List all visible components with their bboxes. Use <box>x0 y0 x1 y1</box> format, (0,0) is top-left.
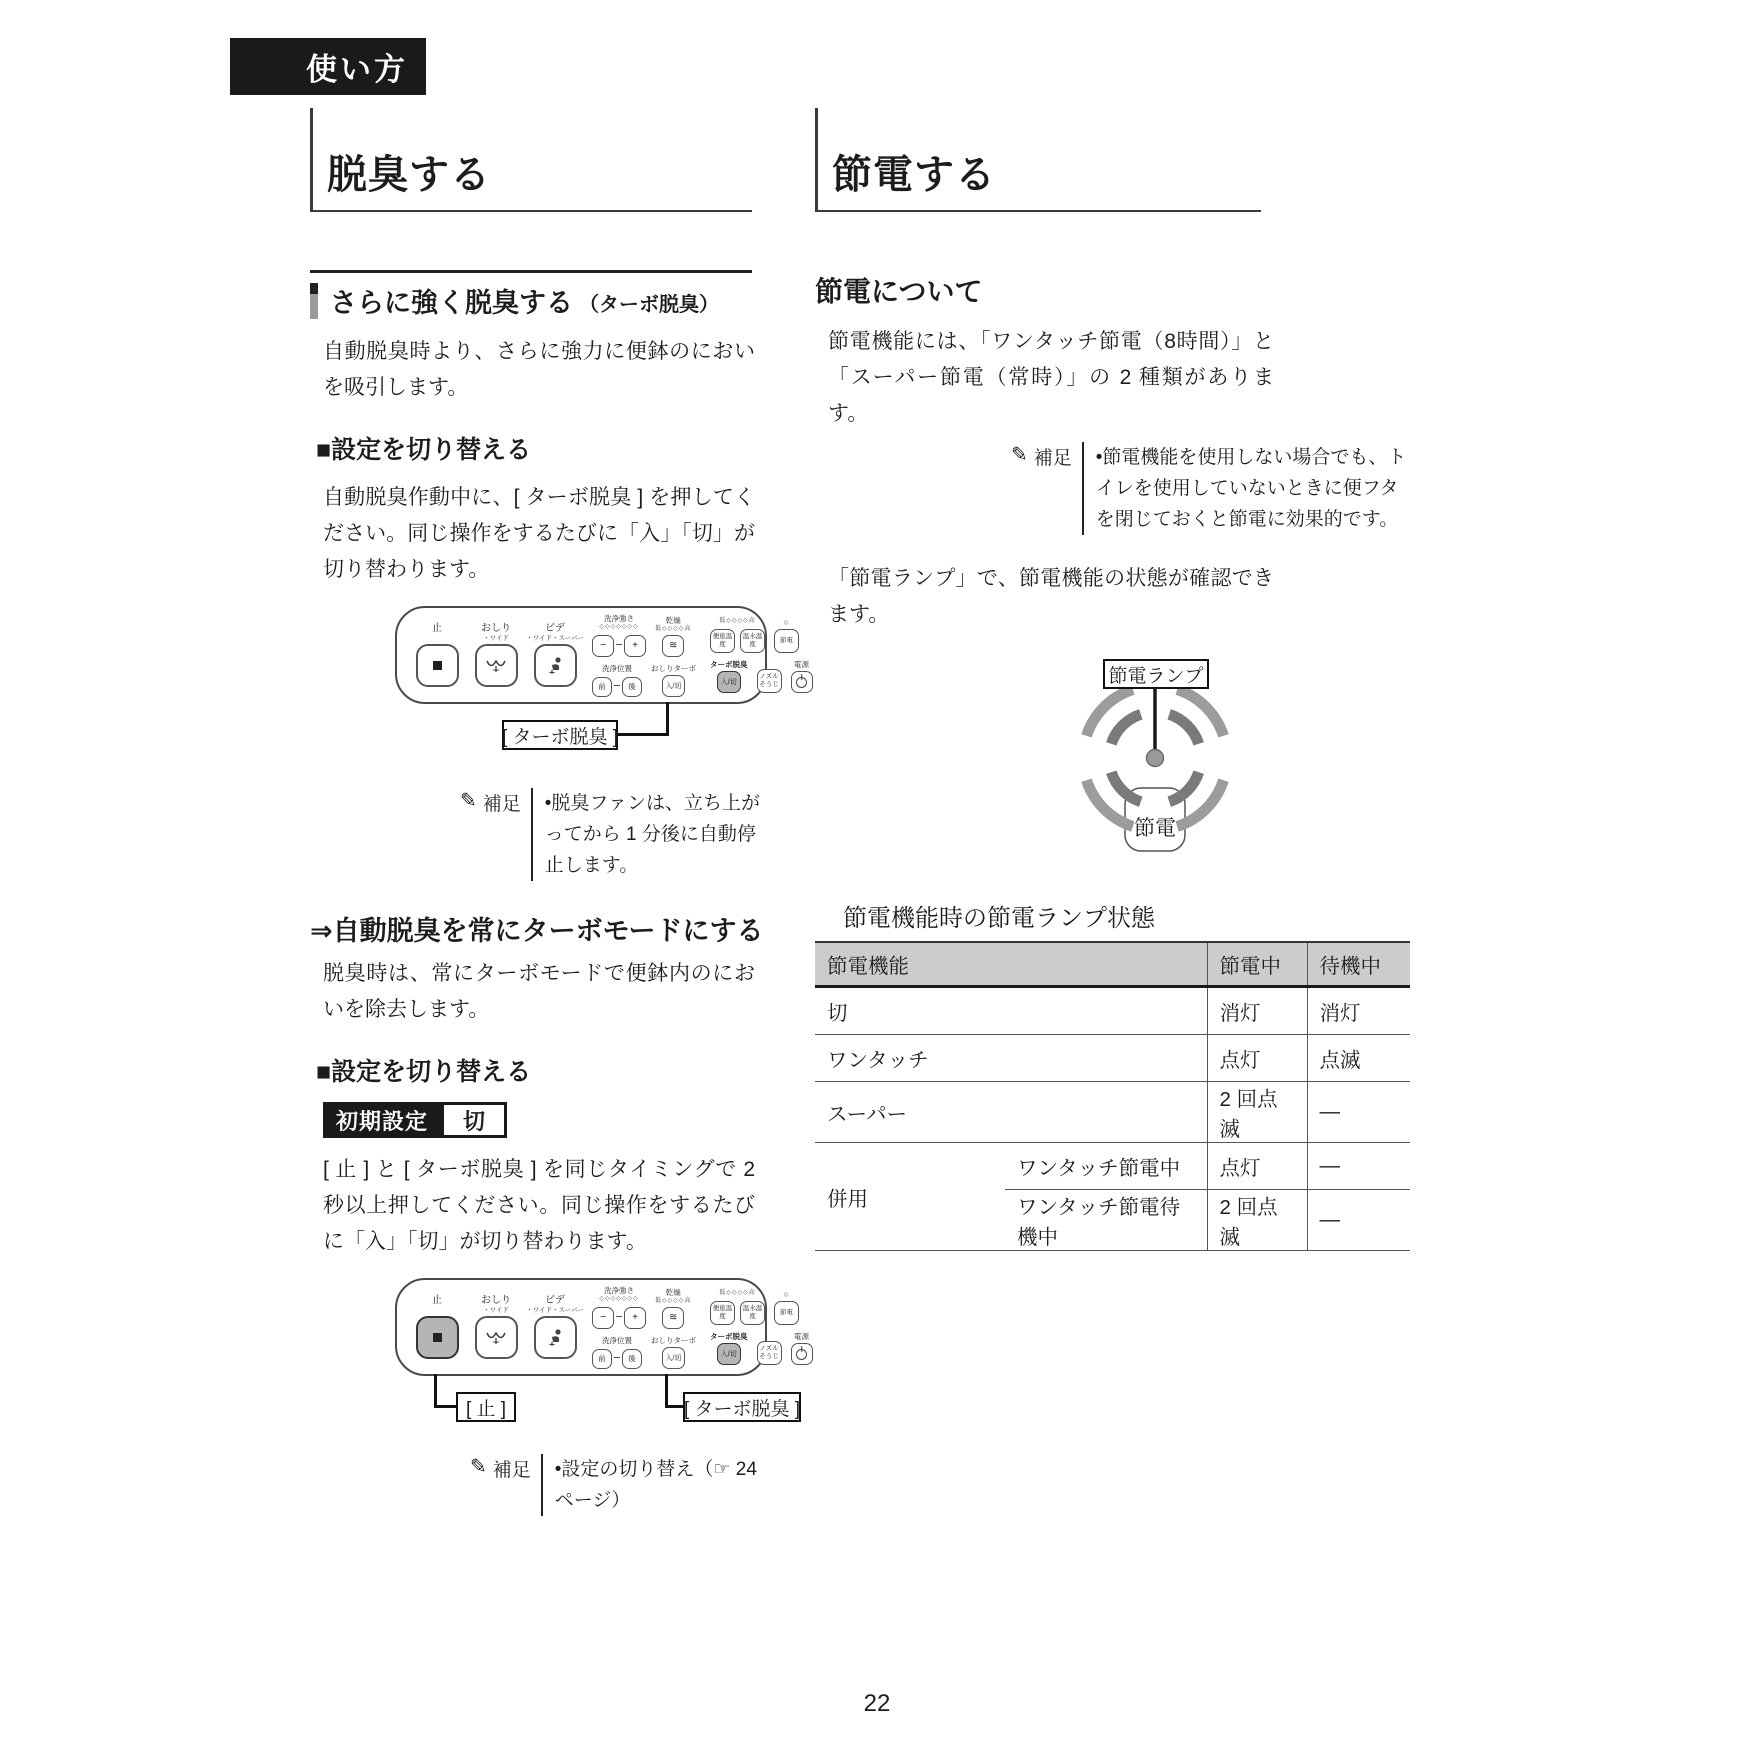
seat-temp-button: 便座温度 <box>710 629 735 653</box>
section-tab-label: 使い方 <box>306 52 408 87</box>
wash-strength-minus-button: − <box>592 635 614 657</box>
default-setting-label: 初期設定 <box>323 1102 441 1138</box>
oshiri-turbo-button: 入/切 <box>662 1347 686 1369</box>
table-row: 切 消灯 消灯 <box>815 987 1410 1035</box>
page-number: 22 <box>863 1690 891 1717</box>
section-tab <box>230 38 426 95</box>
bide-button <box>534 644 577 687</box>
stop-icon <box>433 1333 442 1342</box>
callout-line <box>434 1374 437 1408</box>
about-powersave-heading: 節電について <box>815 276 983 307</box>
save-power-button: 節電 <box>774 629 799 653</box>
section2-heading: ⇒自動脱臭を常にターボモードにする <box>310 916 764 946</box>
dry-fan-icon: ≋ <box>669 1312 678 1323</box>
stop-callout-box: [ 止 ] <box>456 1392 516 1422</box>
callout-line <box>616 733 669 736</box>
col-header-feature: 節電機能 <box>815 942 1207 987</box>
turbo-callout-box: [ ターボ脱臭 ] <box>683 1392 801 1422</box>
lamp-status-table <box>815 941 1410 1251</box>
oshiri-button <box>475 644 518 687</box>
wash-position-front-button: 前 <box>592 1349 612 1369</box>
powersave-lamp-figure <box>815 659 1411 864</box>
seat-temp-button: 便座温度 <box>710 1301 735 1325</box>
section1-subhead: ■設定を切り替える <box>316 436 532 464</box>
power-icon <box>796 1349 807 1360</box>
wash-position-back-button: 後 <box>622 1349 642 1369</box>
note-powersave: ✎ 補足 •節電機能を使用しない場合でも、トイレを使用していないときに便フタを閉じておくと節電に効果的です。 <box>1011 442 1411 535</box>
remote-panel-figure-1 <box>310 606 809 758</box>
section2-body: 脱臭時は、常にターボモードで便鉢内のにおいを除去します。 <box>323 962 755 1021</box>
powersave-button-label: 節電 <box>1134 817 1176 840</box>
dry-dots: 低◇◇◇◇高 <box>655 625 692 632</box>
turbo-deodorize-label: ターボ脱臭 <box>710 660 748 669</box>
table-caption: 節電機能時の節電ランプ状態 <box>843 905 1155 932</box>
oshiri-turbo-label: おしりターボ <box>651 663 696 673</box>
nozzle-clean-button: ノズルそうじ <box>757 669 782 693</box>
remote-control-panel: 止 おしり ・ワイド ビデ ・ワイド・スーパー 洗浄強さ ◇◇◇◇◇◇◇ − + 乾燥 低◇◇◇◇高 ≋ 洗浄位置 前 後 おしりターボ 入/切 低◇◇◇◇高 便座温度 温水温度 ◇ 節電 ターボ脱臭 入/切 ノズルそうじ 電源 <box>395 606 767 704</box>
section1-title-suffix: （ターボ脱臭） <box>579 294 719 316</box>
section1-body: 自動脱臭時より、さらに強力に便鉢のにおいを吸引します。 <box>323 340 755 399</box>
section2-body2: [ 止 ] と [ ターボ脱臭 ] を同じタイミングで 2 秒以上押してください。同じ操作をするたびに「入」「切」が切り替わります。 <box>323 1158 755 1253</box>
save-power-button: 節電 <box>774 1301 799 1325</box>
dry-button <box>662 635 684 657</box>
lamp-callout-box: 節電ランプ <box>1103 659 1209 689</box>
water-temp-button: 温水温度 <box>740 629 765 653</box>
pencil-icon: ✎ <box>460 790 477 812</box>
callout-line <box>666 702 669 736</box>
section2-subhead: ■設定を切り替える <box>316 1058 532 1086</box>
lamp-sentence: 「節電ランプ」で、節電機能の状態が確認できます。 <box>828 567 1274 626</box>
wash-strength-label: 洗浄強さ <box>604 613 634 623</box>
left-column <box>310 108 809 1516</box>
rear-wash-icon <box>484 657 508 675</box>
col-header-standby: 待機中 <box>1307 942 1410 987</box>
power-label: 電源 <box>794 660 809 669</box>
stop-button <box>416 644 459 687</box>
right-page-title: 節電する <box>832 153 996 197</box>
stop-button <box>416 1316 459 1359</box>
about-powersave-body: 節電機能には、「ワンタッチ節電（8時間）」と「スーパー節電（常時）」の 2 種類があります。 <box>828 330 1274 425</box>
wash-strength-plus-button: + <box>624 1307 646 1329</box>
temperature-dots: 低◇◇◇◇高 <box>719 618 756 624</box>
pencil-icon: ✎ <box>1011 444 1028 466</box>
powersave-lamp-dot <box>1147 750 1164 767</box>
wash-strength-minus-button: − <box>592 1307 614 1329</box>
remote-panel-figure-2 <box>310 1278 809 1430</box>
dry-fan-icon: ≋ <box>669 640 678 651</box>
callout-line <box>665 1405 685 1408</box>
power-icon <box>796 677 807 688</box>
stop-icon <box>433 661 442 670</box>
remote-control-panel: 止 おしり ・ワイド ビデ ・ワイド・スーパー 洗浄強さ ◇◇◇◇◇◇◇ − + 乾燥 低◇◇◇◇高 ≋ 洗浄位置 前 後 おしりターボ 入/切 低◇◇◇◇高 便座温度 温水温度 ◇ 節電 ターボ脱臭 入/切 ノズルそうじ 電源 <box>395 1278 767 1376</box>
turbo-deodorize-button: 入/切 <box>717 1343 741 1365</box>
bide-button-label: ビデ <box>545 623 565 634</box>
water-temp-button: 温水温度 <box>740 1301 765 1325</box>
bidet-icon <box>543 656 567 676</box>
rear-wash-icon <box>484 1329 508 1347</box>
callout-line <box>434 1405 458 1408</box>
turbo-callout-box: [ ターボ脱臭 ] <box>502 720 618 750</box>
section1-heading <box>310 270 752 320</box>
section-marker-bar <box>310 283 318 319</box>
table-row: ワンタッチ節電待機中 2 回点滅 — <box>815 1190 1410 1251</box>
pencil-icon: ✎ <box>470 1456 487 1478</box>
nozzle-clean-button: ノズルそうじ <box>757 1341 782 1365</box>
table-row: ワンタッチ 点灯 点滅 <box>815 1035 1410 1082</box>
power-button <box>791 671 813 693</box>
default-setting-value: 切 <box>441 1102 507 1138</box>
col-header-saving: 節電中 <box>1207 942 1307 987</box>
right-column <box>815 108 1411 1251</box>
left-page-title: 脱臭する <box>327 153 491 197</box>
wash-position-label: 洗浄位置 <box>602 663 632 673</box>
wash-strength-dots: ◇◇◇◇◇◇◇ <box>599 623 639 630</box>
table-row: スーパー 2 回点滅 — <box>815 1082 1410 1143</box>
bide-button <box>534 1316 577 1359</box>
right-title-block <box>815 108 1261 212</box>
lamp-diagram <box>1025 663 1285 858</box>
wash-strength-plus-button: + <box>624 635 646 657</box>
default-setting <box>323 1102 768 1138</box>
note-deodorize-fan: ✎ 補足 •脱臭ファンは、立ち上がってから 1 分後に自動停止します。 <box>460 788 768 881</box>
table-row: 併用 ワンタッチ節電中 点灯 — <box>815 1143 1410 1190</box>
section1-body2: 自動脱臭作動中に、[ ターボ脱臭 ] を押してください。同じ操作をするたびに「入」「切」が切り替わります。 <box>323 486 755 581</box>
left-title-block <box>310 108 752 212</box>
note-setting-switch: ✎ 補足 •設定の切り替え（☞ 24 ページ） <box>470 1454 768 1516</box>
dry-button <box>662 1307 684 1329</box>
turbo-deodorize-button: 入/切 <box>717 671 741 693</box>
oshiri-button-label: おしり <box>481 623 511 634</box>
oshiri-button <box>475 1316 518 1359</box>
wash-position-front-button: 前 <box>592 677 612 697</box>
wash-position-back-button: 後 <box>622 677 642 697</box>
dry-label: 乾燥 <box>665 615 681 625</box>
section1-title: さらに強く脱臭する <box>330 288 573 318</box>
table-header-row <box>815 942 1410 987</box>
oshiri-turbo-button: 入/切 <box>662 675 686 697</box>
bidet-icon <box>543 1328 567 1348</box>
power-button <box>791 1343 813 1365</box>
stop-button-label: 止 <box>432 623 442 634</box>
save-power-dot: ◇ <box>783 620 790 626</box>
callout-line <box>665 1374 668 1408</box>
